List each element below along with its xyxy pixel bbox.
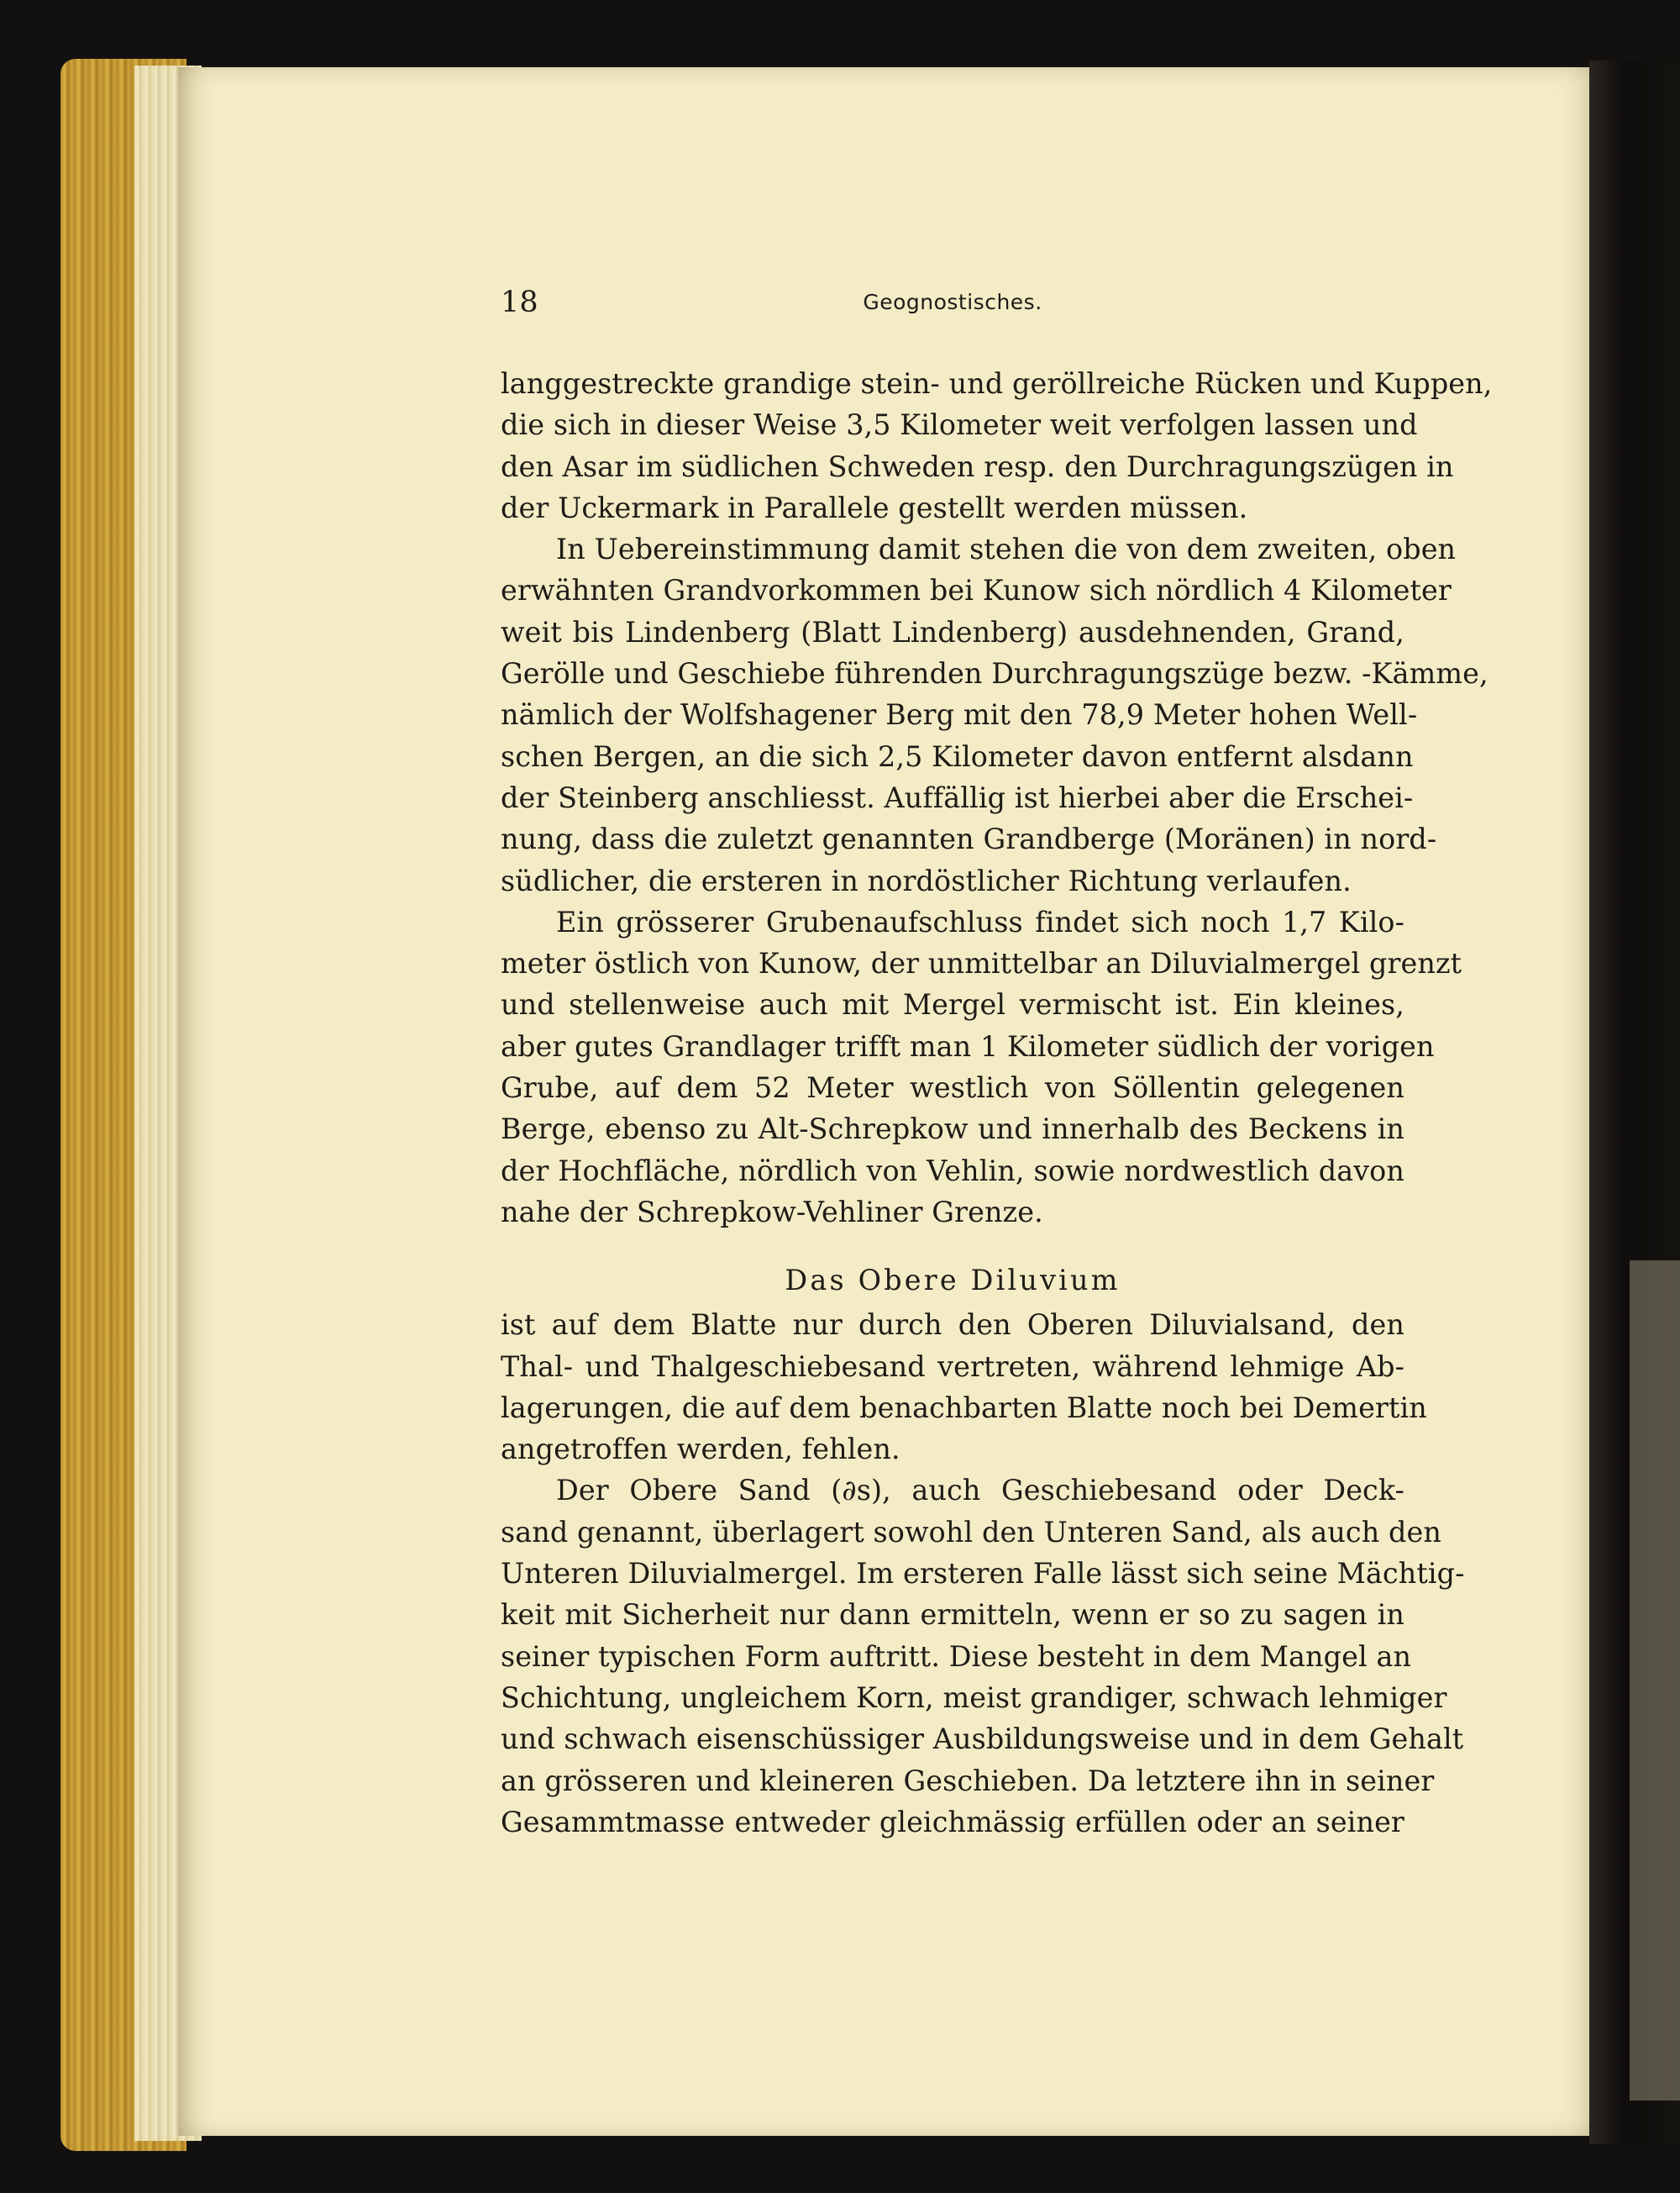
text-line: der Uckermark in Parallele gestellt werden müssen. [501, 491, 1248, 524]
text-line: und stellenweise auch mit Mergel vermischt ist. Ein kleines, [501, 988, 1404, 1022]
paragraph [501, 1304, 1427, 1470]
running-head: Geognostisches. [863, 290, 1042, 314]
paragraph [501, 363, 1493, 529]
text-line: aber gutes Grandlager trifft man 1 Kilometer südlich der vorigen [501, 1029, 1435, 1063]
text-line: seiner typischen Form auftritt. Diese besteht in dem Mangel an [501, 1639, 1412, 1673]
text-line: Ein grösserer Grubenaufschluss findet sich noch 1,7 Kilo- [556, 905, 1404, 939]
text-line: an grösseren und kleineren Geschieben. Da letztere ihn in seiner [501, 1764, 1435, 1797]
text-line: In Uebereinstimmung damit stehen die von dem zweiten, oben [556, 533, 1457, 566]
text-line: Grube, auf dem 52 Meter westlich von Söllentin gelegenen [501, 1071, 1404, 1105]
paragraph [501, 529, 1488, 902]
text-line: der Hochfläche, nördlich von Vehlin, sowie nordwestlich davon [501, 1154, 1404, 1187]
text-line: Der Obere Sand (∂s), auch Geschiebesand oder Deck- [556, 1474, 1404, 1507]
text-line: Gerölle und Geschiebe führenden Durchragungszüge bezw. -Kämme, [501, 657, 1488, 691]
text-line: den Asar im südlichen Schweden resp. den Durchragungszügen in [501, 450, 1454, 483]
page-header [501, 286, 1404, 326]
text-line: erwähnten Grandvorkommen bei Kunow sich nördlich 4 Kilometer [501, 574, 1452, 607]
text-line: der Steinberg anschliesst. Auffällig ist hierbei aber die Erschei- [501, 781, 1414, 814]
text-line: sand genannt, überlagert sowohl den Unteren Sand, als auch den [501, 1515, 1441, 1549]
text-line: langgestreckte grandige stein- und geröllreiche Rücken und Kuppen, [501, 367, 1493, 400]
right-bleed-strip [1630, 1260, 1680, 2101]
text-line: nung, dass die zuletzt genannten Grandberge (Moränen) in nord- [501, 823, 1437, 856]
text-line: nämlich der Wolfshagener Berg mit den 78,9 Meter hohen Well- [501, 698, 1418, 732]
text-line: schen Bergen, an die sich 2,5 Kilometer davon entfernt alsdann [501, 739, 1414, 773]
text-line: weit bis Lindenberg (Blatt Lindenberg) ausdehnenden, Grand, [501, 615, 1404, 649]
text-line: die sich in dieser Weise 3,5 Kilometer weit verfolgen lassen und [501, 408, 1418, 442]
text-line: Gesammtmasse entweder gleichmässig erfüllen oder an seiner [501, 1805, 1404, 1838]
text-line: ist auf dem Blatte nur durch den Oberen Diluvialsand, den [501, 1308, 1404, 1342]
paragraph [501, 902, 1462, 1233]
text-line: Thal- und Thalgeschiebesand vertreten, während lehmige Ab- [501, 1349, 1404, 1383]
text-line: Unteren Diluvialmergel. Im ersteren Falle lässt sich seine Mächtig- [501, 1557, 1465, 1591]
section-heading: Das Obere Diluvium [785, 1264, 1121, 1297]
text-line: meter östlich von Kunow, der unmittelbar an Diluvialmergel grenzt [501, 947, 1462, 981]
text-line: lagerungen, die auf dem benachbarten Blatte noch bei Demertin [501, 1391, 1427, 1424]
text-line: und schwach eisenschüssiger Ausbildungsweise und in dem Gehalt [501, 1722, 1464, 1756]
text-line: keit mit Sicherheit nur dann ermitteln, wenn er so zu sagen in [501, 1598, 1404, 1632]
text-line: nahe der Schrepkow-Vehliner Grenze. [501, 1195, 1043, 1228]
text-line: Schichtung, ungleichem Korn, meist grandiger, schwach lehmiger [501, 1680, 1447, 1714]
text-line: angetroffen werden, fehlen. [501, 1433, 900, 1466]
page-number: 18 [501, 286, 538, 319]
paragraph [501, 1470, 1465, 1843]
text-block [501, 286, 1493, 1843]
text-line: Berge, ebenso zu Alt-Schrepkow und innerhalb des Beckens in [501, 1112, 1404, 1146]
text-line: südlicher, die ersteren in nordöstlicher Richtung verlaufen. [501, 864, 1352, 897]
